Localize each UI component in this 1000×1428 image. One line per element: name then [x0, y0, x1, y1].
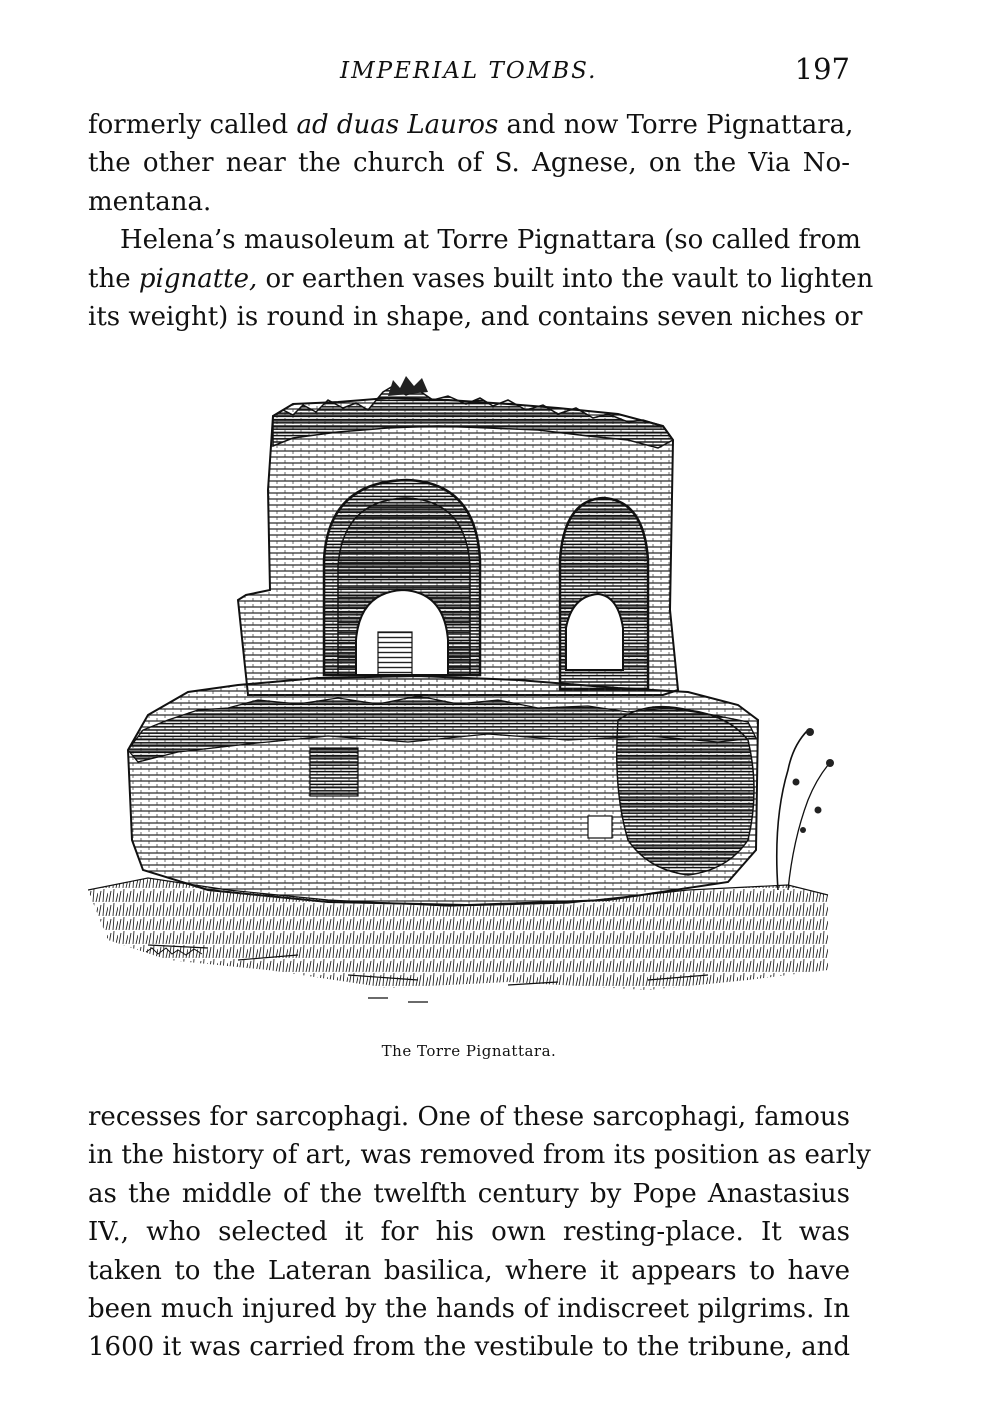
text-span: the — [88, 263, 139, 294]
text-line: mentana. — [88, 186, 212, 217]
text-line: the other near the church of S. Agnese, on the Via No- — [88, 148, 850, 179]
running-head — [88, 52, 850, 92]
text-line — [88, 106, 854, 144]
torre-pignattara-engraving — [88, 370, 850, 1020]
figure — [88, 370, 850, 1020]
paragraph-top — [88, 106, 874, 336]
text-span: formerly called — [88, 110, 297, 140]
text-line: Helena’s mausoleum at Torre Pignattara (so called from — [120, 225, 861, 256]
text-line: as the middle of the twelfth century by Pope Anastasius — [88, 1178, 850, 1209]
paragraph-bottom — [88, 1098, 871, 1367]
figure-caption: The Torre Pignattara. — [381, 1042, 557, 1060]
text-line: its weight) is round in shape, and contains seven niches or — [88, 301, 863, 332]
text-span: and now Torre Pignattara, — [498, 110, 854, 140]
text-line: IV., who selected it for his own resting-place. It was — [88, 1217, 850, 1248]
italic-phrase: ad duas Lauros — [296, 110, 499, 140]
text-line: 1600 it was carried from the vestibule to the tribune, and — [88, 1332, 850, 1363]
text-line: in the history of art, was removed from its position as early — [88, 1140, 871, 1171]
running-title: IMPERIAL TOMBS. — [340, 58, 598, 84]
text-line — [88, 260, 874, 298]
text-line: recesses for sarcophagi. One of these sarcophagi, famous — [88, 1102, 850, 1132]
text-line: taken to the Lateran basilica, where it appears to have — [88, 1255, 850, 1286]
text-span: or earthen vases built into the vault to lighten — [257, 263, 874, 294]
page-number: 197 — [794, 52, 850, 86]
italic-phrase: pignatte, — [138, 263, 258, 294]
text-line: been much injured by the hands of indiscreet pilgrims. In — [88, 1293, 850, 1324]
